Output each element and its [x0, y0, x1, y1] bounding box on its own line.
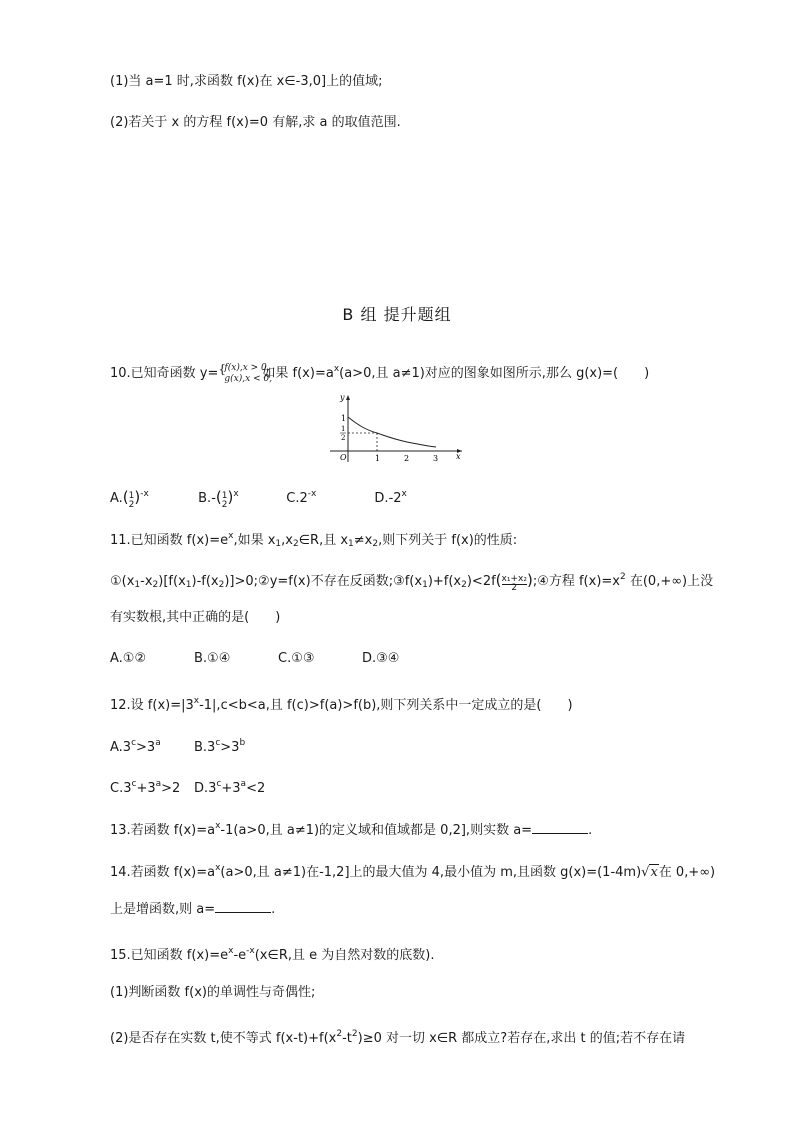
answer-blank[interactable] — [532, 821, 588, 834]
q15-p2-a: (2)是否存在实数 t,使不等式 f(x-t)+f(x — [110, 1031, 337, 1046]
y-axis-arrow-icon — [346, 395, 350, 400]
sup: c — [131, 779, 137, 789]
option-c — [286, 485, 370, 508]
q14-text-b: (a>0,且 a≠1)在-1,2]上的最大值为 4,最小值为 m,且函数 g(x)=(1-4m) — [220, 865, 642, 880]
option-d-sup: x — [401, 489, 407, 499]
frac-den: 2 — [221, 500, 228, 510]
q10-suffix: (a>0,且 a≠1)对应的图象如图所示,那么 g(x)=( ) — [339, 366, 650, 381]
curve — [348, 417, 436, 447]
question-10-stem — [110, 360, 649, 383]
option-a-sup: -x — [140, 489, 149, 499]
q11-prop-a: ①(x — [110, 574, 135, 589]
sub: 2 — [372, 539, 379, 549]
q15-text-c: (x∈R,且 e 为自然对数的底数). — [254, 948, 435, 963]
q11-prop-e: )]>0;②y=f(x)不存在反函数;③f(x — [224, 574, 423, 589]
y-tick-1: 1 — [341, 414, 347, 423]
question-15-part-1: (1)判断函数 f(x)的单调性与奇偶性; — [110, 985, 316, 1000]
opt-text: C.3 — [110, 781, 132, 796]
sup: x — [215, 821, 221, 831]
option-d — [194, 775, 265, 798]
sup: c — [215, 738, 221, 748]
exponential-graph-figure — [326, 392, 466, 468]
sup: c — [131, 738, 137, 748]
q11-text-e: ≠x — [353, 533, 373, 548]
sub: 1 — [348, 539, 354, 549]
q12-text-b: -1|,c<b<a,且 f(c)>f(a)>f(b),则下列关系中一定成立的是( ) — [199, 698, 573, 713]
q11-prop-d: )-f(x — [191, 574, 219, 589]
sup: x — [228, 946, 234, 956]
sub: 1 — [422, 580, 428, 590]
q13-text-b: -1(a>0,且 a≠1)的定义域和值域都是 0,2],则实数 a= — [220, 823, 533, 838]
sqrt-arg: x — [650, 865, 658, 880]
q14-text-c: 在 0,+∞) — [658, 865, 716, 880]
option-b: B.①④ — [194, 651, 231, 666]
sup: a — [155, 738, 161, 748]
q13-text-a: 13.若函数 f(x)=a — [110, 823, 216, 838]
question-12-stem — [110, 692, 573, 715]
question-12-options-ab — [110, 734, 245, 757]
q11-prop-h: ;④方程 f(x)=x — [532, 574, 620, 589]
option-b — [194, 734, 245, 757]
option-c-sup: -x — [307, 489, 317, 499]
opt-text: <2 — [246, 781, 266, 796]
q11-text-c: ,x — [281, 533, 293, 548]
question-part-2: (2)若关于 x 的方程 f(x)=0 有解,求 a 的取值范围. — [110, 115, 401, 130]
question-part-1: (1)当 a=1 时,求函数 f(x)在 x∈-3,0]上的值域; — [110, 74, 383, 89]
option-d: D.③④ — [362, 651, 400, 666]
paren-open: ( — [215, 488, 222, 506]
q15-p2-b: -t — [342, 1031, 352, 1046]
sup: -x — [246, 946, 255, 956]
q15-p2-c: )≥0 对一切 x∈R 都成立?若存在,求出 t 的值;若不存在请 — [357, 1031, 686, 1046]
paren-close: ) — [134, 488, 141, 506]
sup: 2 — [351, 1029, 358, 1039]
opt-text: A.3 — [110, 740, 132, 755]
opt-text: B.3 — [194, 740, 216, 755]
x-tick-2: 2 — [404, 454, 410, 463]
q11-prop-c: )[f(x — [158, 574, 186, 589]
option-a: A.①② — [110, 651, 147, 666]
q11-text-b: ,如果 x — [233, 533, 276, 548]
piece-bottom: g(x),x < 0, — [224, 374, 273, 384]
y-tick-half-num: 1 — [341, 425, 346, 433]
q10-sup: x — [333, 364, 340, 374]
sub: 2 — [292, 539, 299, 549]
opt-text: +3 — [221, 781, 241, 796]
option-a — [110, 485, 194, 510]
option-b-prefix: B.- — [198, 491, 216, 506]
origin-label: O — [340, 453, 347, 462]
sup: 2 — [336, 1029, 343, 1039]
q11-prop-f: )+f(x — [427, 574, 462, 589]
q15-text-a: 15.已知函数 f(x)=e — [110, 948, 229, 963]
question-15-stem — [110, 942, 434, 965]
option-b — [198, 485, 282, 510]
section-title: B 组 提升题组 — [342, 305, 452, 324]
q11-prop-i: 在(0,+∞)上没 — [625, 574, 714, 589]
paren-open: ( — [495, 571, 502, 589]
q11-text-a: 11.已知函数 f(x)=e — [110, 533, 229, 548]
piecewise-brace — [218, 362, 273, 384]
sup: x — [193, 696, 200, 706]
q11-sup: x — [228, 531, 234, 541]
opt-text: +3 — [136, 781, 156, 796]
sup: x — [215, 863, 221, 873]
question-11-options — [110, 650, 399, 668]
question-14-line-1 — [110, 859, 715, 882]
sub: 2 — [218, 580, 225, 590]
sub: 1 — [134, 580, 141, 590]
option-a-prefix: A. — [110, 491, 123, 506]
frac-num: 1 — [128, 491, 135, 501]
opt-text: >3 — [220, 740, 240, 755]
q10-prefix: 10.已知奇函数 y= — [110, 366, 219, 381]
paren-open: ( — [122, 488, 129, 506]
x-tick-1: 1 — [375, 454, 381, 463]
option-d-text: D.-2 — [374, 491, 402, 506]
sup: c — [216, 779, 222, 789]
option-d — [374, 485, 406, 508]
q10-middle: 如果 f(x)=a — [262, 366, 334, 381]
y-tick-half-den: 2 — [341, 434, 346, 442]
answer-blank[interactable] — [215, 900, 271, 913]
opt-text: D.3 — [194, 781, 217, 796]
question-11-stem — [110, 527, 517, 553]
sup: a — [240, 779, 247, 789]
piece-top: f(x),x > 0, — [224, 363, 270, 373]
graph-svg — [326, 392, 466, 464]
fraction — [502, 575, 527, 593]
opt-text: >2 — [161, 781, 181, 796]
question-13 — [110, 817, 592, 840]
frac-num: x₁+x₂ — [501, 574, 527, 584]
q14-text-a: 14.若函数 f(x)=a — [110, 865, 216, 880]
question-10-options — [110, 485, 407, 510]
option-c-text: C.2 — [286, 491, 308, 506]
paren-close: ) — [526, 571, 533, 589]
question-11-properties — [110, 568, 713, 594]
sup: b — [239, 738, 246, 748]
frac-num: 1 — [221, 491, 228, 501]
q14-text-e: . — [271, 902, 276, 917]
frac-den: 2 — [511, 583, 518, 593]
question-15-part-2 — [110, 1025, 685, 1048]
q12-text-a: 12.设 f(x)=|3 — [110, 698, 194, 713]
q11-text-d: ∈R,且 x — [298, 533, 349, 548]
x-tick-3: 3 — [433, 454, 439, 463]
sub: 2 — [461, 580, 467, 590]
option-a — [110, 734, 194, 757]
paren-close: ) — [227, 488, 234, 506]
question-12-options-cd — [110, 775, 265, 798]
x-axis-label: x — [456, 452, 461, 461]
q11-text-f: ,则下列关于 f(x)的性质: — [378, 533, 518, 548]
option-b-sup: x — [233, 489, 239, 499]
option-c: C.①③ — [278, 651, 315, 666]
sub: 1 — [185, 580, 192, 590]
q11-prop-g: )<2f — [466, 574, 496, 589]
opt-text: >3 — [136, 740, 156, 755]
option-c — [110, 775, 194, 798]
sub: 1 — [275, 539, 282, 549]
sup: a — [155, 779, 162, 789]
y-axis-label: y — [340, 393, 345, 402]
q14-text-d: 上是增函数,则 a= — [110, 902, 216, 917]
question-14-line-2 — [110, 900, 275, 919]
brace-icon: { — [218, 362, 227, 376]
q13-text-c: . — [588, 823, 593, 838]
question-11-tail: 有实数根,其中正确的是( ) — [110, 610, 281, 625]
q11-prop-b: -x — [140, 574, 153, 589]
q15-text-b: -e — [233, 948, 247, 963]
frac-den: 2 — [128, 500, 135, 510]
sub: 2 — [152, 580, 159, 590]
sqrt-icon: √ — [641, 865, 650, 880]
sup: 2 — [619, 572, 626, 582]
